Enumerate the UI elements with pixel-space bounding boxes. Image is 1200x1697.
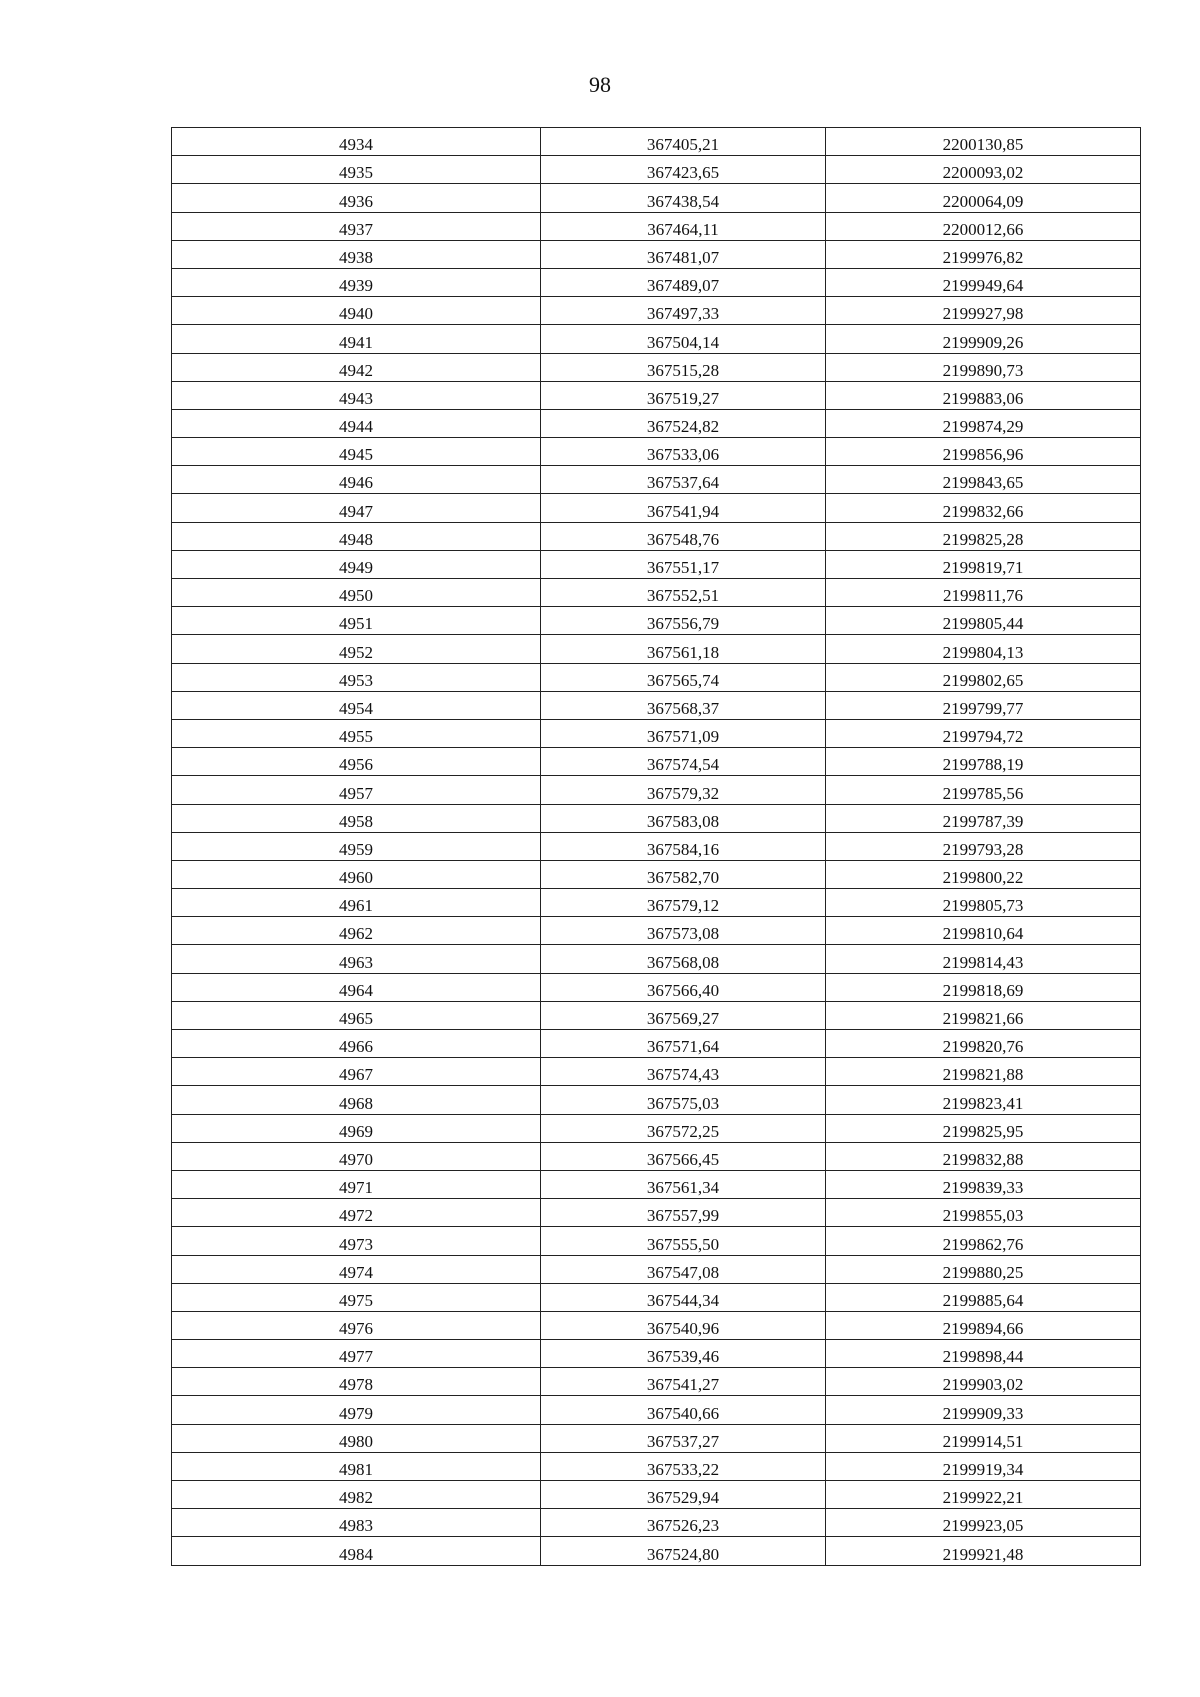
point-number-cell: 4957 [172, 776, 541, 804]
y-coordinate-cell: 2199885,64 [826, 1283, 1141, 1311]
y-coordinate-cell: 2199805,73 [826, 889, 1141, 917]
table-row [172, 1001, 1141, 1029]
table-row [172, 1255, 1141, 1283]
point-number-cell: 4959 [172, 832, 541, 860]
point-number-cell: 4962 [172, 917, 541, 945]
table-row [172, 1311, 1141, 1339]
table-row [172, 1199, 1141, 1227]
x-coordinate-cell: 367565,74 [541, 663, 826, 691]
x-coordinate-cell: 367551,17 [541, 550, 826, 578]
y-coordinate-cell: 2199855,03 [826, 1199, 1141, 1227]
y-coordinate-cell: 2199825,28 [826, 522, 1141, 550]
y-coordinate-cell: 2199794,72 [826, 719, 1141, 747]
table-row [172, 353, 1141, 381]
point-number-cell: 4977 [172, 1340, 541, 1368]
y-coordinate-cell: 2199890,73 [826, 353, 1141, 381]
point-number-cell: 4973 [172, 1227, 541, 1255]
table-row [172, 1142, 1141, 1170]
table-row [172, 1058, 1141, 1086]
table-row [172, 719, 1141, 747]
x-coordinate-cell: 367537,64 [541, 466, 826, 494]
y-coordinate-cell: 2199903,02 [826, 1368, 1141, 1396]
x-coordinate-cell: 367405,21 [541, 128, 826, 156]
table-row [172, 494, 1141, 522]
point-number-cell: 4961 [172, 889, 541, 917]
x-coordinate-cell: 367526,23 [541, 1509, 826, 1537]
table-row [172, 607, 1141, 635]
point-number-cell: 4956 [172, 748, 541, 776]
x-coordinate-cell: 367571,64 [541, 1030, 826, 1058]
x-coordinate-cell: 367582,70 [541, 860, 826, 888]
point-number-cell: 4963 [172, 945, 541, 973]
y-coordinate-cell: 2199805,44 [826, 607, 1141, 635]
point-number-cell: 4979 [172, 1396, 541, 1424]
table-row [172, 212, 1141, 240]
y-coordinate-cell: 2199800,22 [826, 860, 1141, 888]
x-coordinate-cell: 367519,27 [541, 381, 826, 409]
x-coordinate-cell: 367541,27 [541, 1368, 826, 1396]
x-coordinate-cell: 367541,94 [541, 494, 826, 522]
table-row [172, 691, 1141, 719]
y-coordinate-cell: 2199788,19 [826, 748, 1141, 776]
x-coordinate-cell: 367481,07 [541, 240, 826, 268]
y-coordinate-cell: 2199843,65 [826, 466, 1141, 494]
point-number-cell: 4978 [172, 1368, 541, 1396]
x-coordinate-cell: 367515,28 [541, 353, 826, 381]
x-coordinate-cell: 367573,08 [541, 917, 826, 945]
table-row [172, 1227, 1141, 1255]
table-row [172, 1114, 1141, 1142]
x-coordinate-cell: 367537,27 [541, 1424, 826, 1452]
x-coordinate-cell: 367557,99 [541, 1199, 826, 1227]
y-coordinate-cell: 2199818,69 [826, 973, 1141, 1001]
y-coordinate-cell: 2199927,98 [826, 297, 1141, 325]
table-row [172, 1340, 1141, 1368]
table-row [172, 1452, 1141, 1480]
x-coordinate-cell: 367584,16 [541, 832, 826, 860]
y-coordinate-cell: 2199793,28 [826, 832, 1141, 860]
table-row [172, 409, 1141, 437]
point-number-cell: 4976 [172, 1311, 541, 1339]
x-coordinate-cell: 367540,66 [541, 1396, 826, 1424]
table-row [172, 325, 1141, 353]
x-coordinate-cell: 367438,54 [541, 184, 826, 212]
x-coordinate-cell: 367533,06 [541, 438, 826, 466]
point-number-cell: 4937 [172, 212, 541, 240]
point-number-cell: 4983 [172, 1509, 541, 1537]
y-coordinate-cell: 2199819,71 [826, 550, 1141, 578]
point-number-cell: 4950 [172, 579, 541, 607]
y-coordinate-cell: 2200130,85 [826, 128, 1141, 156]
point-number-cell: 4970 [172, 1142, 541, 1170]
point-number-cell: 4952 [172, 635, 541, 663]
x-coordinate-cell: 367566,40 [541, 973, 826, 1001]
table-row [172, 635, 1141, 663]
table-row [172, 381, 1141, 409]
x-coordinate-cell: 367568,37 [541, 691, 826, 719]
point-number-cell: 4944 [172, 409, 541, 437]
y-coordinate-cell: 2199894,66 [826, 1311, 1141, 1339]
y-coordinate-cell: 2199922,21 [826, 1481, 1141, 1509]
table-row [172, 1283, 1141, 1311]
table-row [172, 1509, 1141, 1537]
table-row [172, 1368, 1141, 1396]
point-number-cell: 4974 [172, 1255, 541, 1283]
x-coordinate-cell: 367540,96 [541, 1311, 826, 1339]
y-coordinate-cell: 2199804,13 [826, 635, 1141, 663]
x-coordinate-cell: 367579,32 [541, 776, 826, 804]
table-row [172, 240, 1141, 268]
coordinates-table-body [172, 128, 1141, 1566]
y-coordinate-cell: 2199909,33 [826, 1396, 1141, 1424]
table-row [172, 297, 1141, 325]
y-coordinate-cell: 2199923,05 [826, 1509, 1141, 1537]
y-coordinate-cell: 2199820,76 [826, 1030, 1141, 1058]
x-coordinate-cell: 367574,43 [541, 1058, 826, 1086]
x-coordinate-cell: 367524,82 [541, 409, 826, 437]
point-number-cell: 4971 [172, 1170, 541, 1198]
table-row [172, 748, 1141, 776]
point-number-cell: 4934 [172, 128, 541, 156]
point-number-cell: 4981 [172, 1452, 541, 1480]
table-row [172, 184, 1141, 212]
point-number-cell: 4980 [172, 1424, 541, 1452]
y-coordinate-cell: 2199921,48 [826, 1537, 1141, 1565]
y-coordinate-cell: 2199862,76 [826, 1227, 1141, 1255]
x-coordinate-cell: 367504,14 [541, 325, 826, 353]
y-coordinate-cell: 2199787,39 [826, 804, 1141, 832]
x-coordinate-cell: 367533,22 [541, 1452, 826, 1480]
table-row [172, 945, 1141, 973]
table-row [172, 1086, 1141, 1114]
point-number-cell: 4969 [172, 1114, 541, 1142]
x-coordinate-cell: 367547,08 [541, 1255, 826, 1283]
point-number-cell: 4958 [172, 804, 541, 832]
x-coordinate-cell: 367548,76 [541, 522, 826, 550]
point-number-cell: 4941 [172, 325, 541, 353]
point-number-cell: 4972 [172, 1199, 541, 1227]
table-row [172, 804, 1141, 832]
x-coordinate-cell: 367539,46 [541, 1340, 826, 1368]
table-row [172, 550, 1141, 578]
x-coordinate-cell: 367497,33 [541, 297, 826, 325]
point-number-cell: 4946 [172, 466, 541, 494]
y-coordinate-cell: 2199785,56 [826, 776, 1141, 804]
table-row [172, 1424, 1141, 1452]
table-row [172, 832, 1141, 860]
point-number-cell: 4949 [172, 550, 541, 578]
point-number-cell: 4984 [172, 1537, 541, 1565]
x-coordinate-cell: 367583,08 [541, 804, 826, 832]
point-number-cell: 4947 [172, 494, 541, 522]
coordinates-table [171, 127, 1141, 1566]
y-coordinate-cell: 2199832,66 [826, 494, 1141, 522]
y-coordinate-cell: 2199799,77 [826, 691, 1141, 719]
table-row [172, 860, 1141, 888]
point-number-cell: 4975 [172, 1283, 541, 1311]
x-coordinate-cell: 367561,34 [541, 1170, 826, 1198]
table-row [172, 128, 1141, 156]
y-coordinate-cell: 2200064,09 [826, 184, 1141, 212]
table-row [172, 1396, 1141, 1424]
table-row [172, 1170, 1141, 1198]
point-number-cell: 4982 [172, 1481, 541, 1509]
y-coordinate-cell: 2199821,88 [826, 1058, 1141, 1086]
table-row [172, 889, 1141, 917]
x-coordinate-cell: 367489,07 [541, 268, 826, 296]
x-coordinate-cell: 367529,94 [541, 1481, 826, 1509]
x-coordinate-cell: 367568,08 [541, 945, 826, 973]
x-coordinate-cell: 367556,79 [541, 607, 826, 635]
y-coordinate-cell: 2200012,66 [826, 212, 1141, 240]
table-row [172, 663, 1141, 691]
x-coordinate-cell: 367552,51 [541, 579, 826, 607]
point-number-cell: 4966 [172, 1030, 541, 1058]
y-coordinate-cell: 2199898,44 [826, 1340, 1141, 1368]
point-number-cell: 4945 [172, 438, 541, 466]
page-number: 98 [589, 72, 611, 97]
y-coordinate-cell: 2199909,26 [826, 325, 1141, 353]
point-number-cell: 4940 [172, 297, 541, 325]
y-coordinate-cell: 2199914,51 [826, 1424, 1141, 1452]
y-coordinate-cell: 2199825,95 [826, 1114, 1141, 1142]
y-coordinate-cell: 2199823,41 [826, 1086, 1141, 1114]
y-coordinate-cell: 2199821,66 [826, 1001, 1141, 1029]
y-coordinate-cell: 2199874,29 [826, 409, 1141, 437]
point-number-cell: 4951 [172, 607, 541, 635]
y-coordinate-cell: 2199810,64 [826, 917, 1141, 945]
point-number-cell: 4942 [172, 353, 541, 381]
point-number-cell: 4938 [172, 240, 541, 268]
point-number-cell: 4954 [172, 691, 541, 719]
x-coordinate-cell: 367561,18 [541, 635, 826, 663]
table-row [172, 156, 1141, 184]
y-coordinate-cell: 2199949,64 [826, 268, 1141, 296]
x-coordinate-cell: 367575,03 [541, 1086, 826, 1114]
table-row [172, 1030, 1141, 1058]
table-row [172, 973, 1141, 1001]
point-number-cell: 4943 [172, 381, 541, 409]
y-coordinate-cell: 2200093,02 [826, 156, 1141, 184]
table-row [172, 776, 1141, 804]
point-number-cell: 4964 [172, 973, 541, 1001]
table-row [172, 522, 1141, 550]
x-coordinate-cell: 367544,34 [541, 1283, 826, 1311]
point-number-cell: 4948 [172, 522, 541, 550]
y-coordinate-cell: 2199802,65 [826, 663, 1141, 691]
table-row [172, 466, 1141, 494]
x-coordinate-cell: 367574,54 [541, 748, 826, 776]
y-coordinate-cell: 2199919,34 [826, 1452, 1141, 1480]
table-row [172, 268, 1141, 296]
y-coordinate-cell: 2199814,43 [826, 945, 1141, 973]
x-coordinate-cell: 367579,12 [541, 889, 826, 917]
x-coordinate-cell: 367569,27 [541, 1001, 826, 1029]
x-coordinate-cell: 367524,80 [541, 1537, 826, 1565]
y-coordinate-cell: 2199839,33 [826, 1170, 1141, 1198]
y-coordinate-cell: 2199883,06 [826, 381, 1141, 409]
x-coordinate-cell: 367555,50 [541, 1227, 826, 1255]
y-coordinate-cell: 2199856,96 [826, 438, 1141, 466]
x-coordinate-cell: 367572,25 [541, 1114, 826, 1142]
y-coordinate-cell: 2199811,76 [826, 579, 1141, 607]
point-number-cell: 4967 [172, 1058, 541, 1086]
y-coordinate-cell: 2199976,82 [826, 240, 1141, 268]
point-number-cell: 4955 [172, 719, 541, 747]
table-row [172, 579, 1141, 607]
x-coordinate-cell: 367566,45 [541, 1142, 826, 1170]
point-number-cell: 4953 [172, 663, 541, 691]
point-number-cell: 4960 [172, 860, 541, 888]
table-row [172, 1481, 1141, 1509]
table-row [172, 917, 1141, 945]
x-coordinate-cell: 367423,65 [541, 156, 826, 184]
table-row [172, 1537, 1141, 1565]
point-number-cell: 4936 [172, 184, 541, 212]
point-number-cell: 4935 [172, 156, 541, 184]
x-coordinate-cell: 367464,11 [541, 212, 826, 240]
x-coordinate-cell: 367571,09 [541, 719, 826, 747]
point-number-cell: 4968 [172, 1086, 541, 1114]
y-coordinate-cell: 2199832,88 [826, 1142, 1141, 1170]
point-number-cell: 4939 [172, 268, 541, 296]
table-row [172, 438, 1141, 466]
y-coordinate-cell: 2199880,25 [826, 1255, 1141, 1283]
point-number-cell: 4965 [172, 1001, 541, 1029]
